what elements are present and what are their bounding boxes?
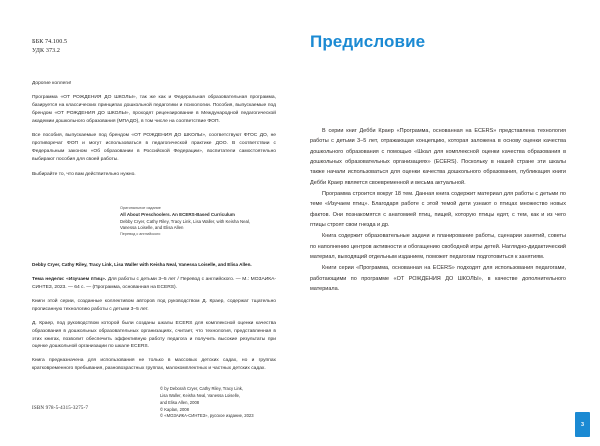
original-edition-authors-line-1: Debby Cryer, Cathy Riley, Tracy Link, Lisa Waller, with Keisha Neal, [120,218,251,224]
copyright-line-4: © Kaplan, 2008 [160,406,189,412]
original-edition-title: All About Preschoolers. An ECERS-Based Curriculum [120,211,235,217]
original-edition-block [120,206,276,238]
copyright-line-2: Lisa Waller, Keisha Neal, Vanessa Loiselle, [160,393,241,399]
isbn-line: ISBN 978-5-4315-3275-7 [32,406,89,411]
foreword-paragraph-1: В серии книг Дебби Краер «Программа, основанная на ECERS» представлена технология работы с детьми 3–5 лет, отражающая концепцию, которая заложена в основу оценки качества дошкольного образования с помощью «Шкал для комплексной оценки качества образования в дошкольных образовательных организациях» (ECERS). Поскольку в нашей стране эти шкалы также начали использоваться для оценки качества дошкольного образования, публикация книги Дебби Краер является своевременной и весьма актуальной. [310,128,566,186]
russian-title-rest: Для работы с детьми 3–5 лет / Перевод с английского. — М.: МОЗАИКА-СИНТЕЗ, 2023. — 64 с. — (Программа, основанная на ECERS). [32,276,277,290]
classification-codes [32,38,276,56]
authors-bold-line: Debby Cryer, Cathy Riley, Tracy Link, Lisa Waller with Keisha Neal, Vanessa Loiselle, and Elisa Allen. [32,261,252,267]
copyright-line-1: © by Deborah Cryer, Cathy Riley, Tracy Link, [160,386,244,392]
original-edition-authors-line-2: Vanessa Loiselle, and Elisa Allen [120,225,184,231]
annotation-paragraph-2: Д. Краер, под руководством которой были созданы шкалы ECERS для комплексной оценки качества образования в дошкольных образовательных организациях, считает, что технология, представленная в этих книгах, позволит обеспечить эффективную работу педагога и получить высокие результаты при оценке дошкольной организации по шкале ECERS. [32,320,276,350]
foreword-paragraph-3: Книга содержит образовательные задачи и планирование работы, сценарии занятий, советы по наполнению центров активности и обогащению свободной игры детей. Наглядно-дидактический материал, выходящий отдельным изданием, поможет педагогам подготовиться к занятиям. [310,233,566,260]
foreword-body [310,126,566,294]
page-title: Предисловие [310,32,426,51]
udk-code: УДК 373.2 [32,48,61,55]
copyright-block [160,386,276,420]
russian-title-line [32,276,276,292]
foreword-paragraph-2: Программа строится вокруг 18 тем. Данная книга содержит материал для работы с детьми по теме «Изучаем птиц». Благодаря работе с этой темой дети узнают о птицах множество новых фактов. Они познакомятся с анатомией птиц, пищей, которую птицы едят, с тем, как и из чего птицы строят свои гнезда и др. [310,190,566,228]
copyright-line-5: © «МОЗАИКА-СИНТЕЗ», русское издание, 2023 [160,413,254,419]
page-number-badge: 3 [575,412,590,437]
foreword-paragraph-4: Книги серии «Программа, основанная на ECERS» подходят для использования педагогами, работающими по программе «ОТ РОЖДЕНИЯ ДО ШКОЛЫ», в качестве дополнительного материала. [310,265,566,292]
right-page-foreword [300,0,600,446]
greeting-line: Дорогие коллеги! [32,81,72,87]
imprint-closing-line: Выбирайте то, что вам действительно нужно. [32,171,136,177]
imprint-paragraph-1: Программа «ОТ РОЖДЕНИЯ ДО ШКОЛЫ», так же как и Федеральная образовательная программа, базируется на классических принципах дошкольной педагогики и психологии. Пособия, выпускаемые под брендом «ОТ РОЖДЕНИЯ ДО ШКОЛЫ», проходят рецензирование в Международной педагогической академии дошкольного образования (МПАДО), в том числе на соответствие ФОП. [32,95,276,125]
translation-note: Перевод с английского [120,232,161,237]
bbk-code: ББК 74.100.5 [32,39,68,45]
copyright-line-3: and Elisa Allen, 2008 [160,399,200,405]
annotation-paragraph-3: Книга предназначена для использования не только в массовых детских садах, но и группах кратковременного пребывания, разновозрастных группах, малокомплектных и частных детских садах. [32,358,276,372]
original-edition-label: Оригинальное издание [120,205,161,210]
russian-title-label: Тема недели: «Изучаем птиц». [32,276,107,282]
annotation-paragraph-1: Книги этой серии, созданные коллективом авторов под руководством Д. Краер, содержат тщательно прописанную технологию работы с детьми 3–5 лет. [32,298,276,312]
imprint-paragraph-2: Все пособия, выпускаемые под брендом «ОТ РОЖДЕНИЯ ДО ШКОЛЫ», соответствуют ФГОС ДО, не противоречат ФОП и могут использоваться в педагогической практике ДОО. В соответствии с Федеральным законом «Об образовании в Российской Федерации», воспитатели самостоятельно выбирают пособия для своей работы. [32,133,276,162]
